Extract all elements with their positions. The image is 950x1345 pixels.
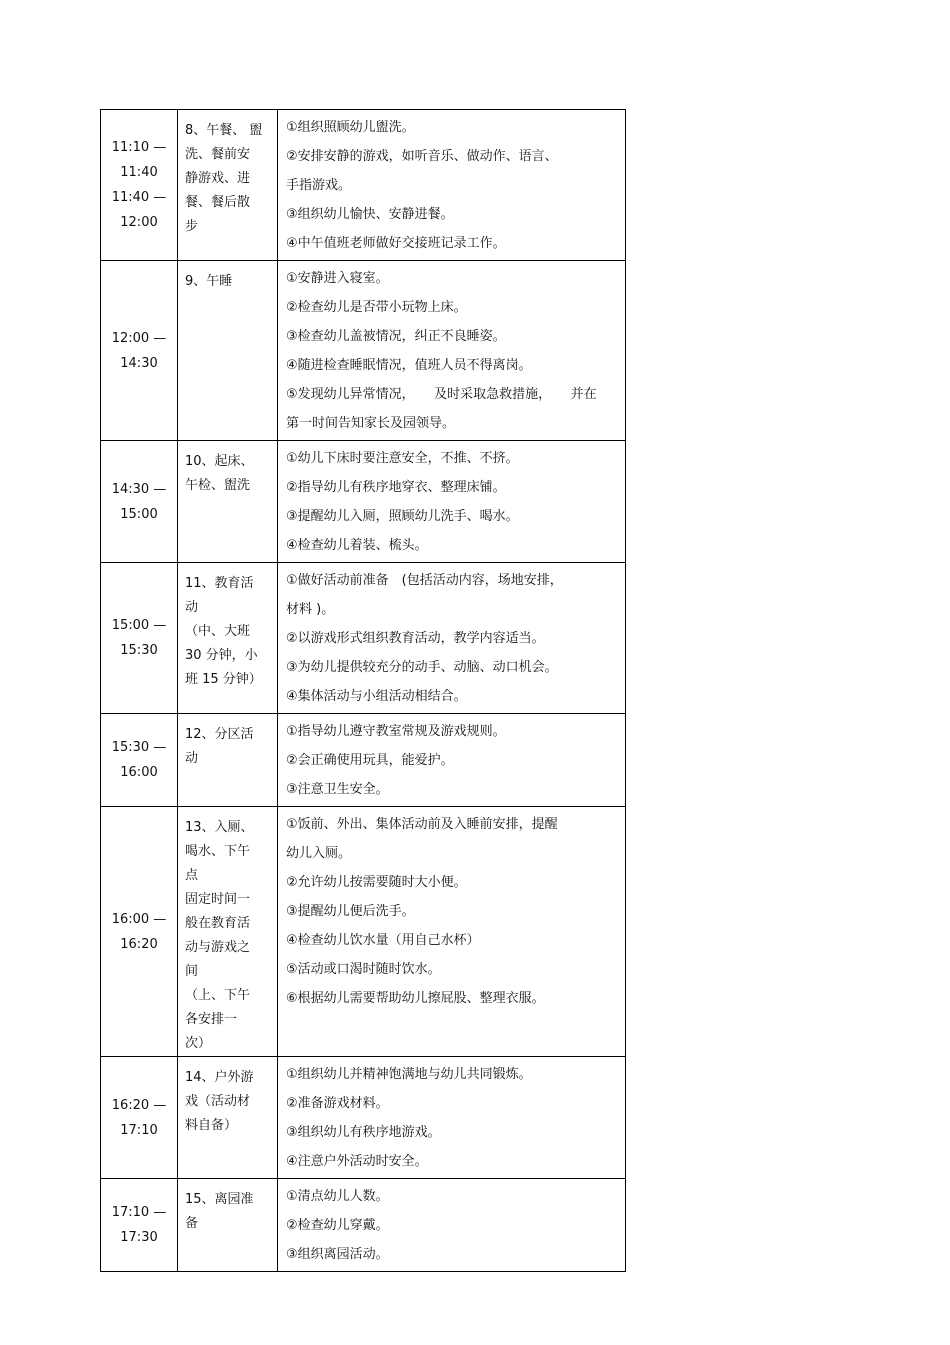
requirements-cell bbox=[278, 110, 626, 261]
activity-line: 15、离园准 bbox=[185, 1192, 254, 1207]
requirement-line: ①安静进入寝室。 bbox=[286, 271, 389, 286]
activity-cell bbox=[178, 1057, 278, 1179]
activity-line: 般在教育活 bbox=[185, 916, 251, 931]
activity-line: 固定时间一 bbox=[185, 892, 251, 907]
time-cell bbox=[101, 110, 178, 261]
activity-cell bbox=[178, 110, 278, 261]
requirement-line: ③为幼儿提供较充分的动手、动脑、动口机会。 bbox=[286, 660, 558, 675]
requirement-line: ①饭前、外出、集体活动前及入睡前安排，提醒 bbox=[286, 817, 558, 832]
schedule-row bbox=[101, 714, 626, 807]
activity-line: 14、户外游 bbox=[185, 1070, 254, 1085]
time-line: 16:20 — bbox=[111, 1097, 167, 1113]
activity-line: 11、教育活 bbox=[185, 576, 254, 591]
time-line: 14:30 bbox=[120, 355, 158, 371]
requirements-cell bbox=[278, 807, 626, 1057]
requirements-cell bbox=[278, 261, 626, 441]
time-line: 16:20 bbox=[120, 936, 158, 952]
requirement-line: ③注意卫生安全。 bbox=[286, 782, 389, 797]
time-line: 11:40 — bbox=[111, 190, 167, 205]
requirement-line: ③组织幼儿愉快、安静进餐。 bbox=[286, 207, 454, 222]
activity-line: （上、下午 bbox=[185, 988, 251, 1003]
time-cell bbox=[101, 1057, 178, 1179]
schedule-row bbox=[101, 1057, 626, 1179]
requirement-line: ④检查幼儿着装、梳头。 bbox=[286, 538, 428, 553]
time-line: 16:00 bbox=[120, 765, 158, 780]
requirement-line: ④中午值班老师做好交接班记录工作。 bbox=[286, 236, 506, 251]
requirement-line: ②安排安静的游戏，如听音乐、做动作、语言、 bbox=[286, 149, 558, 164]
schedule-table bbox=[100, 109, 626, 1272]
requirement-line: 幼儿入厕。 bbox=[286, 846, 352, 861]
requirements-cell bbox=[278, 1179, 626, 1272]
requirement-line: ①做好活动前准备 (包括活动内容，场地安排， bbox=[286, 573, 563, 588]
requirement-line: ④随进检查睡眠情况，值班人员不得离岗。 bbox=[286, 358, 532, 373]
requirement-line: ①幼儿下床时要注意安全，不推、不挤。 bbox=[286, 451, 519, 466]
activity-line: 动与游戏之 bbox=[185, 940, 251, 955]
schedule-row bbox=[101, 110, 626, 261]
activity-line: 次） bbox=[185, 1036, 212, 1051]
requirement-line: ②以游戏形式组织教育活动，教学内容适当。 bbox=[286, 631, 545, 646]
activity-cell bbox=[178, 807, 278, 1057]
requirement-line: ①组织照顾幼儿盥洗。 bbox=[286, 120, 415, 135]
schedule-row bbox=[101, 807, 626, 1057]
activity-line: 备 bbox=[185, 1216, 199, 1231]
activity-cell bbox=[178, 1179, 278, 1272]
time-cell bbox=[101, 261, 178, 441]
time-line: 15:30 — bbox=[111, 740, 167, 755]
activity-line: 喝水、下午 bbox=[185, 844, 251, 859]
time-cell bbox=[101, 441, 178, 563]
time-cell bbox=[101, 714, 178, 807]
requirement-line: ③组织幼儿有秩序地游戏。 bbox=[286, 1125, 441, 1140]
activity-line: 午检、盥洗 bbox=[185, 478, 251, 493]
requirement-line: ②检查幼儿是否带小玩物上床。 bbox=[286, 300, 467, 315]
activity-cell bbox=[178, 714, 278, 807]
requirement-line: ⑤活动或口渴时随时饮水。 bbox=[286, 962, 441, 977]
time-line: 11:10 — bbox=[111, 140, 167, 155]
requirement-line: ②指导幼儿有秩序地穿衣、整理床铺。 bbox=[286, 480, 506, 495]
schedule-body bbox=[101, 110, 626, 1272]
activity-line: 班 15 分钟） bbox=[185, 672, 262, 687]
activity-line: 点 bbox=[185, 868, 199, 883]
requirement-line: ①组织幼儿并精神饱满地与幼儿共同锻炼。 bbox=[286, 1067, 532, 1082]
requirement-line: 材料 )。 bbox=[286, 602, 335, 617]
requirement-line: ④注意户外活动时安全。 bbox=[286, 1154, 428, 1169]
activity-cell bbox=[178, 441, 278, 563]
requirements-cell bbox=[278, 563, 626, 714]
requirements-cell bbox=[278, 1057, 626, 1179]
time-line: 16:00 — bbox=[111, 911, 167, 927]
activity-cell bbox=[178, 563, 278, 714]
schedule-row bbox=[101, 1179, 626, 1272]
time-line: 15:00 bbox=[120, 506, 158, 522]
time-cell bbox=[101, 563, 178, 714]
requirement-line: 第一时间告知家长及园领导。 bbox=[286, 416, 456, 431]
requirement-line: ③检查幼儿盖被情况，纠正不良睡姿。 bbox=[286, 329, 506, 344]
time-line: 15:30 bbox=[120, 643, 158, 658]
requirement-line: ③提醒幼儿便后洗手。 bbox=[286, 904, 415, 919]
requirement-line: ②检查幼儿穿戴。 bbox=[286, 1218, 389, 1233]
requirement-line: ②会正确使用玩具，能爱护。 bbox=[286, 753, 454, 768]
activity-line: 间 bbox=[185, 964, 199, 979]
activity-line: 13、入厕、 bbox=[185, 820, 254, 835]
activity-line: 步 bbox=[185, 219, 199, 234]
activity-line: 静游戏、进 bbox=[185, 171, 251, 186]
time-cell bbox=[101, 807, 178, 1057]
time-line: 11:40 bbox=[120, 165, 158, 180]
requirements-cell bbox=[278, 714, 626, 807]
activity-line: 12、分区活 bbox=[185, 727, 254, 742]
time-cell bbox=[101, 1179, 178, 1272]
time-line: 17:10 — bbox=[111, 1205, 167, 1220]
time-line: 12:00 bbox=[120, 215, 158, 230]
time-line: 15:00 — bbox=[111, 618, 167, 633]
requirement-line: ②允许幼儿按需要随时大小便。 bbox=[286, 875, 467, 890]
requirement-line: ⑤发现幼儿异常情况， 及时采取急救措施， 并在 bbox=[286, 387, 597, 402]
requirement-line: ②准备游戏材料。 bbox=[286, 1096, 389, 1111]
requirement-line: ④集体活动与小组活动相结合。 bbox=[286, 689, 467, 704]
time-line: 17:30 bbox=[120, 1230, 158, 1245]
time-line: 17:10 bbox=[120, 1122, 158, 1138]
requirement-line: ③组织离园活动。 bbox=[286, 1247, 389, 1262]
activity-line: 洗、餐前安 bbox=[185, 147, 251, 162]
requirement-line: ③提醒幼儿入厕，照顾幼儿洗手、喝水。 bbox=[286, 509, 519, 524]
schedule-row bbox=[101, 441, 626, 563]
activity-line: 8、午餐、 盥 bbox=[185, 123, 263, 138]
requirements-cell bbox=[278, 441, 626, 563]
schedule-row bbox=[101, 563, 626, 714]
time-line: 12:00 — bbox=[111, 330, 167, 346]
activity-line: 餐、餐后散 bbox=[185, 195, 251, 210]
schedule-row bbox=[101, 261, 626, 441]
activity-line: 各安排一 bbox=[185, 1012, 238, 1027]
requirement-line: ⑥根据幼儿需要帮助幼儿擦屁股、整理衣服。 bbox=[286, 991, 545, 1006]
activity-line: 30 分钟，小 bbox=[185, 648, 258, 663]
requirement-line: 手指游戏。 bbox=[286, 178, 352, 193]
activity-cell bbox=[178, 261, 278, 441]
activity-line: 料自备） bbox=[185, 1118, 238, 1133]
time-line: 14:30 — bbox=[111, 481, 167, 497]
activity-line: 10、起床、 bbox=[185, 454, 254, 469]
activity-line: 9、午睡 bbox=[185, 274, 233, 289]
requirement-line: ④检查幼儿饮水量（用自己水杯） bbox=[286, 933, 480, 948]
requirement-line: ①指导幼儿遵守教室常规及游戏规则。 bbox=[286, 724, 506, 739]
activity-line: （中、大班 bbox=[185, 624, 251, 639]
activity-line: 动 bbox=[185, 600, 199, 615]
requirement-line: ①清点幼儿人数。 bbox=[286, 1189, 389, 1204]
activity-line: 动 bbox=[185, 751, 199, 766]
activity-line: 戏（活动材 bbox=[185, 1094, 251, 1109]
